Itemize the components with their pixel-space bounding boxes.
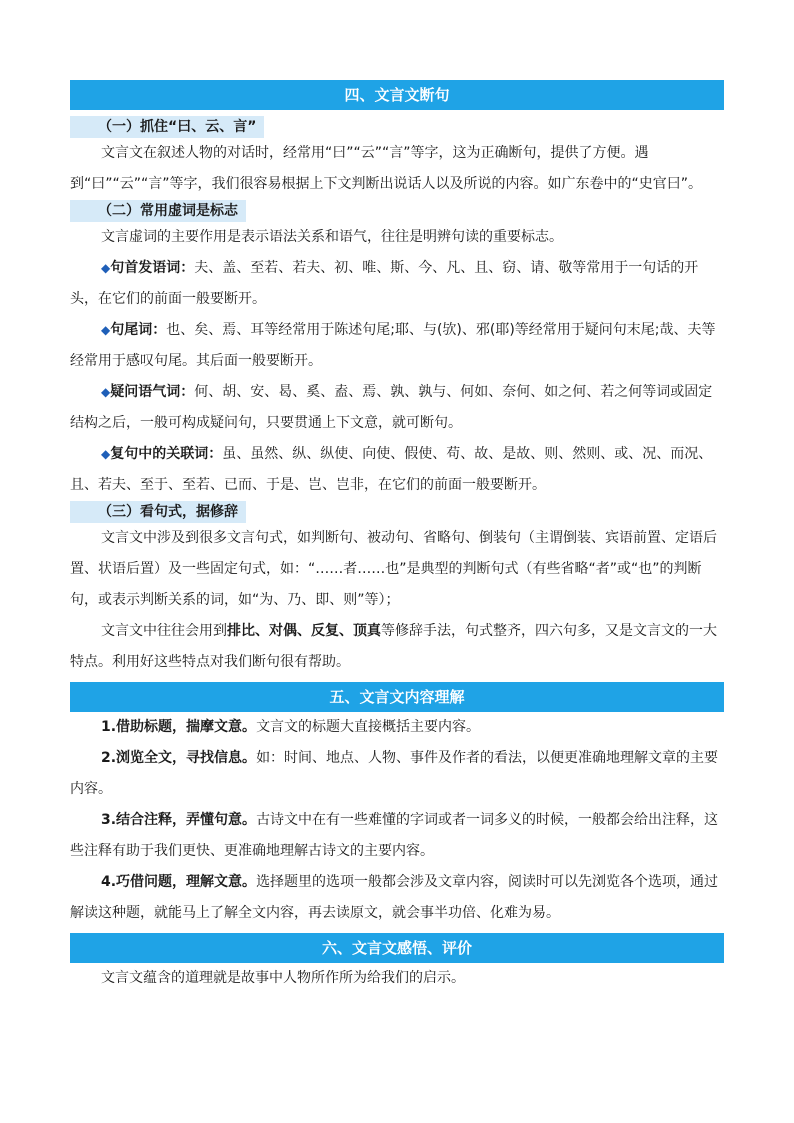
diamond-bullet-icon: ◆	[101, 261, 111, 275]
content-item-2	[70, 743, 724, 805]
diamond-bullet-icon: ◆	[101, 385, 111, 399]
item-lead: 4.巧借问题，理解文意。	[101, 874, 257, 890]
item-text: 选择题里的选项一般都会涉及文章内容，阅读时可以先浏览各个选项，通过解读这种题，就能马上了解全文内容，再去读原文，就会事半功倍、化难为易。	[70, 874, 719, 921]
bullet-item-1	[70, 253, 724, 315]
diamond-bullet-icon: ◆	[101, 447, 111, 461]
bullet-text: 夫、盖、至若、若夫、初、唯、斯、今、凡、且、窃、请、敬等常用于一句话的开头，在它们的前面一般要断开。	[70, 260, 699, 307]
content-item-3	[70, 805, 724, 867]
content-area	[70, 80, 724, 994]
subhead-2: （二）常用虚词是标志	[70, 200, 246, 222]
sub2-paragraph: 文言虚词的主要作用是表示语法关系和语气，往往是明辨句读的重要标志。	[101, 229, 563, 245]
rhetoric-terms: 排比、对偶、反复、顶真	[227, 623, 381, 639]
item-text: 如：时间、地点、人物、事件及作者的看法，以便更准确地理解文章的主要内容。	[70, 750, 719, 797]
section-6-banner: 六、文言文感悟、评价	[70, 933, 724, 963]
sub1-paragraph: 文言文在叙述人物的对话时，经常用“曰”“云”“言”等字，这为正确断句，提供了方便。遇到“曰”“云”“言”等字，我们很容易根据上下文判断出说话人以及所说的内容。如广东卷中的“史官曰”。	[70, 145, 703, 192]
text-run: 文言文中往往会用到	[101, 623, 227, 639]
bullet-label: 句尾词：	[110, 322, 167, 338]
content-item-4	[70, 867, 724, 929]
text-run: 等修辞手法，句式整齐，四六句多，又是文言文的一大特点。利用好这些特点对我们断句很有帮助。	[70, 623, 717, 670]
section-6-paragraph: 文言文蕴含的道理就是故事中人物所作所为给我们的启示。	[101, 970, 465, 986]
sub3-paragraph-1: 文言文中涉及到很多文言句式，如判断句、被动句、省略句、倒装句（主谓倒装、宾语前置、定语后置、状语后置）及一些固定句式，如：“……者……也”是典型的判断句式（有些省略“者”或“也”的判断句，或表示判断关系的词，如“为、乃、即、则”等）；	[70, 530, 717, 608]
bullet-label: 疑问语气词：	[110, 384, 195, 400]
bullet-text: 何、胡、安、曷、奚、盍、焉、孰、孰与、何如、奈何、如之何、若之何等词或固定结构之后，一般可构成疑问句，只要贯通上下文意，就可断句。	[70, 384, 713, 431]
diamond-bullet-icon: ◆	[101, 323, 111, 337]
subhead-3: （三）看句式，据修辞	[70, 501, 246, 523]
bullet-label: 复句中的关联词：	[110, 446, 223, 462]
section-5-banner: 五、文言文内容理解	[70, 682, 724, 712]
item-lead: 2.浏览全文，寻找信息。	[101, 750, 257, 766]
item-lead: 1.借助标题，揣摩文意。	[101, 719, 257, 735]
section-4-banner: 四、文言文断句	[70, 80, 724, 110]
bullet-item-2	[70, 315, 724, 377]
bullet-text: 也、矣、焉、耳等经常用于陈述句尾;耶、与(欤)、邪(耶)等经常用于疑问句末尾;哉、夫等经常用于感叹句尾。其后面一般要断开。	[70, 322, 716, 369]
sub3-paragraph-2	[70, 616, 724, 678]
content-item-1	[70, 712, 724, 743]
item-text: 古诗文中在有一些难懂的字词或者一词多义的时候，一般都会给出注释，这些注释有助于我们更快、更准确地理解古诗文的主要内容。	[70, 812, 719, 859]
bullet-item-3	[70, 377, 724, 439]
bullet-item-4	[70, 439, 724, 501]
subhead-1: （一）抓住“曰、云、言”	[70, 116, 264, 138]
item-text: 文言文的标题大直接概括主要内容。	[256, 719, 481, 735]
bullet-label: 句首发语词：	[110, 260, 195, 276]
bullet-text: 虽、虽然、纵、纵使、向使、假使、苟、故、是故、则、然则、或、况、而况、且、若夫、至于、至若、已而、于是、岂、岂非，在它们的前面一般要断开。	[70, 446, 713, 493]
item-lead: 3.结合注释，弄懂句意。	[101, 812, 257, 828]
